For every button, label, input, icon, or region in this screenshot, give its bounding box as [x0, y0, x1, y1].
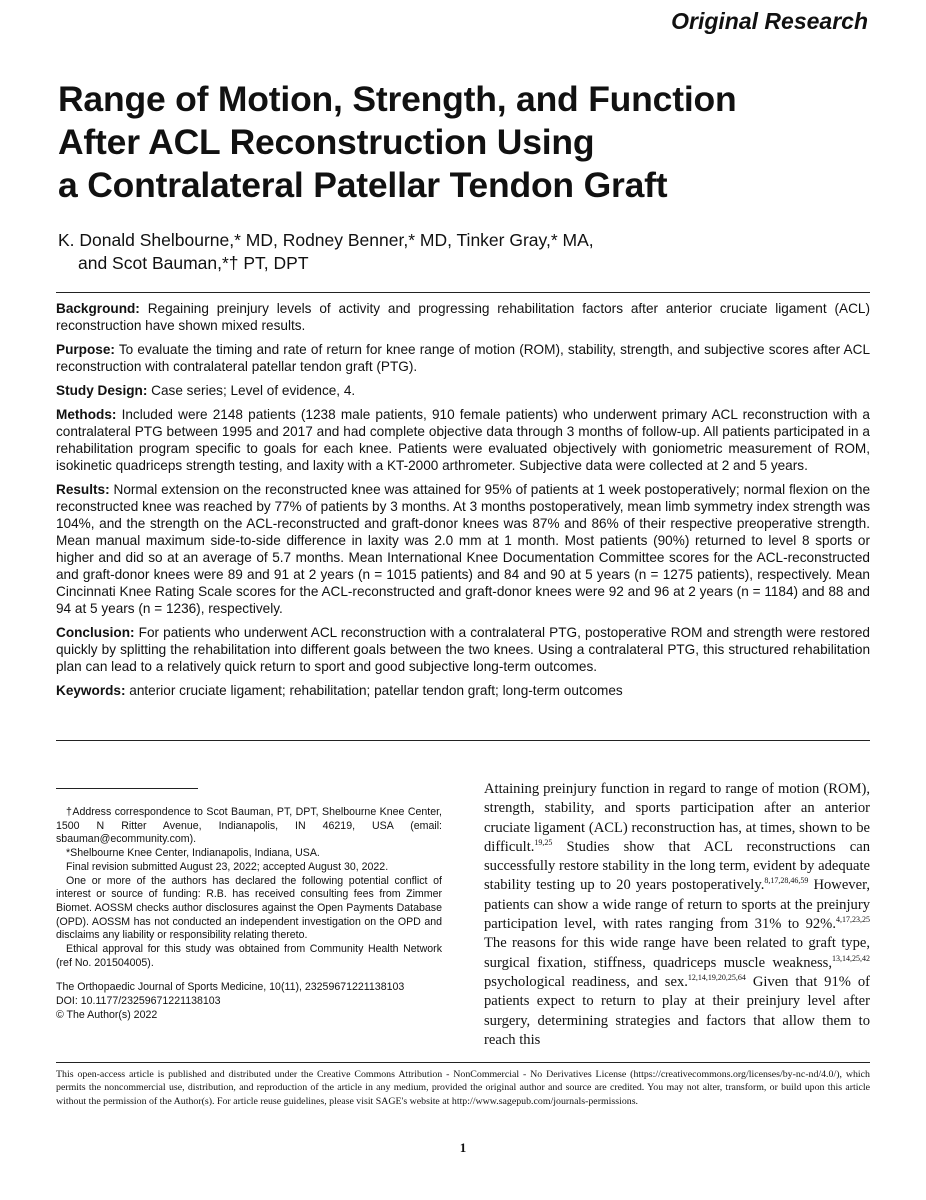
article-type-label: Original Research	[671, 8, 868, 34]
section-text: Regaining preinjury levels of activity and progressing rehabilitation factors after anterior cruciate ligament (ACL) reconstruction have shown mixed results.	[56, 301, 870, 333]
abstract-conclusion	[56, 624, 870, 675]
author-list	[58, 229, 594, 275]
section-text: anterior cruciate ligament; rehabilitation; patellar tendon graft; long-term outcomes	[129, 683, 623, 698]
section-label: Study Design:	[56, 383, 148, 398]
abstract-bottom-rule	[56, 740, 870, 741]
abstract-purpose	[56, 341, 870, 375]
section-text: Normal extension on the reconstructed knee was attained for 95% of patients at 1 week postoperatively; normal flexion on the reconstructed knee was reached by 77% of patients by 3 months. At 3 months postoperatively, mean limb symmetry index strength was 104%, and the strength on the ACL-reconstructed and graft-donor knees was 87% and 86% of their respective preoperative strength. Mean manual maximum side-to-side difference in laxity was 2.0 mm at 1 month. Most patients (90%) returned to level 8 sports or higher and did so at an average of 5.7 months. Mean International Knee Documentation Committee scores for the ACL-reconstructed and graft-donor knees were 89 and 91 at 2 years (n = 1015 patients) and 84 and 90 at 5 years (n = 1275 patients), respectively. Mean Cincinnati Knee Rating Scale scores for the ACL-reconstructed and graft-donor knees were 92 and 96 at 2 years (n = 1184) and 88 and 94 at 5 years (n = 1236), respectively.	[56, 482, 871, 616]
body-text: The reasons for this wide range have been related to graft type, surgical fixation, stiffness, quadriceps muscle weakness,	[484, 935, 870, 971]
article-title	[58, 78, 878, 207]
citation-ref: 13,14,25,42	[832, 953, 870, 963]
title-line: Range of Motion, Strength, and Function	[58, 79, 737, 119]
footnote-rule	[56, 788, 198, 789]
body-text: However, patients can show a wide range of return to sports at the preinjury participation level, with rates ranging from 31% to 92%.	[484, 877, 870, 933]
section-text: Case series; Level of evidence, 4.	[151, 383, 356, 398]
footnote-conflict: One or more of the authors has declared the following potential conflict of interest or source of funding: R.B. has received consulting fees from Zimmer Biomet. AOSSM checks author disclosures against the Open Payments Database (OPD). AOSSM has not conducted an independent investigation on the OPD and disclaims any liability or responsibility relating thereto.	[56, 874, 442, 942]
footnote-correspondence: †Address correspondence to Scot Bauman, PT, DPT, Shelbourne Knee Center, 1500 N Ritter Avenue, Indianapolis, IN 46219, USA (email: sbauman@ecommunity.com).	[56, 806, 442, 846]
footnote-ethics: Ethical approval for this study was obtained from Community Health Network (ref No. 201504005).	[56, 943, 442, 969]
title-line: After ACL Reconstruction Using	[58, 122, 595, 162]
abstract-keywords	[56, 682, 870, 699]
title-line: a Contralateral Patellar Tendon Graft	[58, 165, 668, 205]
abstract-methods	[56, 406, 870, 474]
abstract-study-design	[56, 382, 870, 399]
abstract-background	[56, 300, 870, 334]
section-label: Keywords:	[56, 683, 126, 698]
citation-ref: 8,17,28,46,59	[764, 876, 809, 886]
citation-ref: 19,25	[534, 838, 553, 848]
section-text: Included were 2148 patients (1238 male patients, 910 female patients) who underwent primary ACL reconstruction with a contralateral PTG between 1995 and 2017 and had complete objective data through 3 months of follow-up. All patients participated in a rehabilitation program specific to goals for each knee. Patients were evaluated objectively with goniometric measurement of ROM, isokinetic quadriceps strength testing, and laxity with a KT-2000 arthrometer. Subjective data were collected at 2 and 5 years.	[56, 407, 870, 473]
author-line: and Scot Bauman,*† PT, DPT	[78, 253, 309, 273]
license-rule	[56, 1062, 870, 1063]
section-label: Background:	[56, 301, 140, 316]
section-text: To evaluate the timing and rate of return for knee range of motion (ROM), stability, strength, and subjective scores after ACL reconstruction with contralateral patellar tendon graft (PTG).	[56, 342, 871, 374]
section-label: Methods:	[56, 407, 117, 422]
footnote-affiliation: *Shelbourne Knee Center, Indianapolis, Indiana, USA.	[66, 847, 320, 860]
section-label: Results:	[56, 482, 110, 497]
footnote-dates: Final revision submitted August 23, 2022; accepted August 30, 2022.	[66, 860, 389, 873]
abstract-top-rule	[56, 292, 870, 293]
section-text: For patients who underwent ACL reconstruction with a contralateral PTG, postoperative ROM and strength were restored quickly by splitting the rehabilitation into different goals between the two knees. Using a contralateral PTG, this structured rehabilitation plan can lead to a relatively quick return to sport and good subjective long-term outcomes.	[56, 625, 870, 674]
body-text: psychological readiness, and sex.	[484, 973, 688, 990]
body-text: Studies show that ACL reconstructions can successfully restore stability in the long term, evident by adequate stability testing up to 20 years postoperatively.	[484, 838, 870, 894]
citation-ref: 4,17,23,25	[836, 915, 870, 925]
section-label: Conclusion:	[56, 625, 135, 640]
doi: DOI: 10.1177/23259671221138103	[56, 995, 221, 1008]
copyright: © The Author(s) 2022	[56, 1008, 158, 1021]
body-text: Attaining preinjury function in regard to range of motion (ROM), strength, stability, and sports participation after an anterior cruciate ligament (ACL) reconstruction has, at times, shown to be difficult.	[484, 781, 870, 855]
journal-citation: The Orthopaedic Journal of Sports Medicine, 10(11), 23259671221138103	[56, 981, 405, 994]
author-line: K. Donald Shelbourne,* MD, Rodney Benner,* MD, Tinker Gray,* MA,	[58, 230, 594, 250]
body-text: Given that 91% of patients expect to return to play at their preinjury level after surgery, determining strategies and factors that allow them to reach this	[484, 973, 870, 1048]
page-number: 1	[459, 1140, 467, 1155]
license-notice: This open-access article is published and distributed under the Creative Commons Attribution - NonCommercial - No Derivatives License (https://creativecommons.org/licenses/by-nc-nd/4.0/), which permits the noncommercial use, distribution, and reproduction of the article in any medium, provided the original author and source are credited. You may not alter, transform, or build upon this article without the permission of the Author(s). For article reuse guidelines, please visit SAGE's website at http://www.sagepub.com/journals-permissions.	[56, 1069, 870, 1107]
citation-ref: 12,14,19,20,25,64	[687, 973, 746, 983]
intro-paragraph	[484, 780, 870, 1050]
section-label: Purpose:	[56, 342, 115, 357]
abstract	[56, 300, 870, 706]
abstract-results	[56, 481, 870, 617]
footnotes	[56, 806, 442, 1023]
